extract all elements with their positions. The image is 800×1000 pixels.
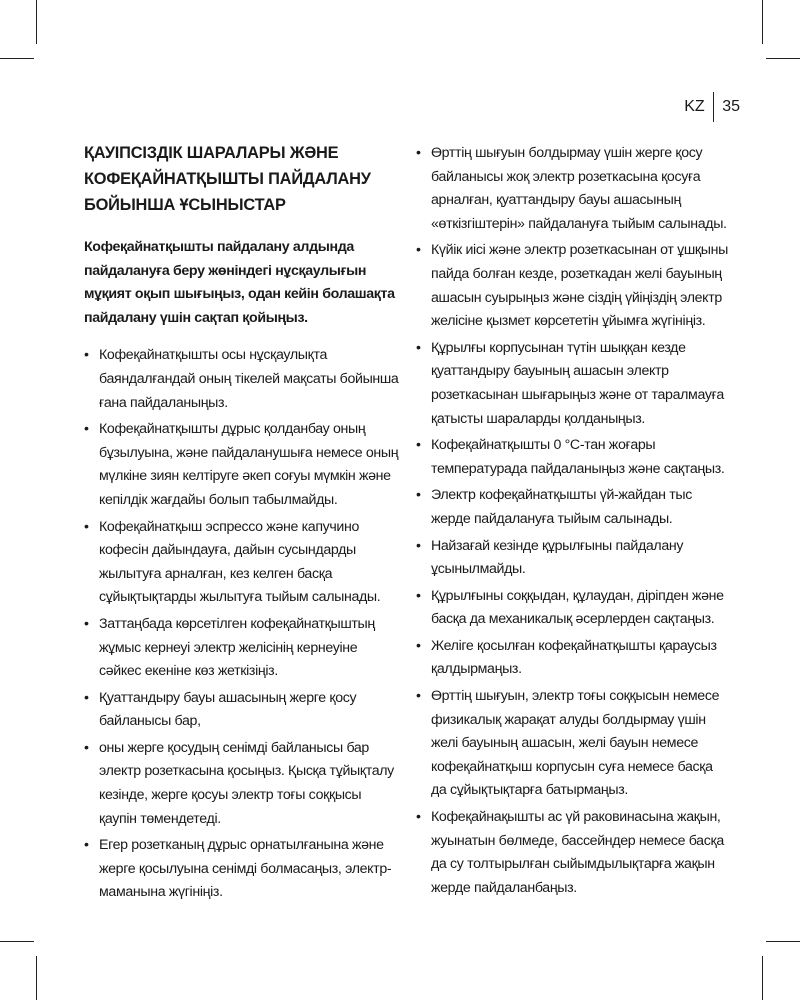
list-item-text: Өрттің шығуын болдырмау үшін жерге қосу байланысы жоқ электр розеткасына қосуға арналған, қуаттандыру бауы ашасының «өткізгіштерін» пайдалануға тыйым салынады. [431, 145, 727, 232]
bullet-icon: • [416, 809, 421, 826]
list-item-text: Желіге қосылған кофеқайнатқышты қараусыз қалдырмаңыз. [431, 637, 717, 678]
list-item [84, 613, 402, 684]
page-number: 35 [722, 98, 740, 115]
list-item-text: Кофеқайнақышты ас үй раковинасына жақын, жуынатын бөлмеде, бассейндер немесе басқа да су толтырылған сыйымдылықтарға жақын жерде пайдаланбаңыз. [431, 809, 724, 896]
list-item [84, 687, 402, 734]
header-divider [713, 92, 715, 122]
bullet-icon: • [84, 739, 89, 756]
list-item-text: Кофеқайнатқыш эспрессо және капучино кофесін дайындауға, дайын сусындарды жылытуға арналған, кез келген басқа сұйықтықтарды жылытуға тыйым салынады. [99, 518, 381, 606]
list-item-text: Қуаттандыру бауы ашасының жерге қосу байланысы бар, [99, 689, 357, 730]
list-item [416, 434, 730, 481]
crop-mark [36, 0, 37, 44]
bullet-icon: • [84, 689, 89, 706]
bullet-icon: • [416, 437, 421, 454]
crop-mark [0, 58, 34, 59]
bullet-icon: • [416, 487, 421, 504]
list-item [416, 635, 730, 682]
bullet-icon: • [84, 421, 89, 438]
list-item [84, 516, 402, 610]
bullet-icon: • [416, 637, 421, 654]
right-column [416, 142, 730, 903]
list-item-text: оны жерге қосудың сенімді байланысы бар электр розеткасына қосыңыз. Қысқа тұйықталу кезінде, жерге қосуы электр тоғы соққысы қаупін төмендетеді. [99, 739, 394, 827]
crop-mark [762, 0, 763, 44]
list-item-text: Құрылғы корпусынан түтін шыққан кезде қуаттандыру бауының ашасын электр розеткасынан шығарыңыз және от таралмауға қатысты шараларды қолданыңыз. [431, 339, 724, 427]
left-column [84, 140, 402, 908]
list-item [84, 737, 402, 831]
list-item [416, 142, 730, 236]
language-code: KZ [684, 98, 705, 115]
page-header [684, 92, 740, 122]
crop-mark [0, 941, 34, 942]
section-title: ҚАУІПСІЗДІК ШАРАЛАРЫ ЖӘНЕ КОФЕҚАЙНАТҚЫШТЫ ПАЙДАЛАНУ БОЙЫНША ҰСЫНЫСТАР [84, 144, 371, 214]
list-item-text: Кофеқайнатқышты осы нұсқаулықта баяндалғандай оның тікелей мақсаты бойынша ғана пайдаланыңыз. [99, 347, 399, 411]
list-item-text: Өрттің шығуын, электр тоғы соққысын немесе физикалық жарақат алуды болдырмау үшін желі бауының ашасын, желі бауын немесе кофеқайнатқыш корпусын суға немесе басқа да сұйықтықтарға батырмаңыз. [431, 688, 720, 799]
list-item-text: Күйік иісі және электр розеткасынан от ұшқыны пайда болған кезде, розеткадан желі бауының ашасын суырыңыз және сіздің үйіңіздің электр желісіне қызмет көрсететін ұйымға жүгініңіз. [431, 242, 728, 330]
list-item-text: Заттаңбада көрсетілген кофеқайнатқыштың жұмыс кернеуі электр желісінің кернеуіне сәйкес екеніне көз жеткізіңіз. [99, 615, 375, 680]
bullet-icon: • [416, 339, 421, 356]
list-item-text: Найзағай кезінде құрылғыны пайдалану ұсынылмайды. [431, 537, 684, 578]
right-bullet-list [416, 142, 730, 900]
list-item [84, 344, 402, 415]
list-item [416, 535, 730, 582]
crop-mark [766, 58, 800, 59]
list-item [84, 418, 402, 512]
list-item [84, 834, 402, 905]
bullet-icon: • [416, 688, 421, 705]
list-item [416, 239, 730, 333]
lead-paragraph: Кофеқайнатқышты пайдалану алдында пайдалануға беру жөніндегі нұсқаулығын мұқият оқып шығыңыз, одан кейін болашақта пайдалану үшін сақтап қойыңыз. [84, 239, 395, 326]
crop-mark [36, 956, 37, 1000]
list-item-text: Кофеқайнатқышты дұрыс қолданбау оның бұзылуына, және пайдаланушыға немесе оның мүлкіне зиян келтіруге әкеп соғуы мүмкін және кепілдік жағдайы болып табылмайды. [99, 421, 399, 508]
bullet-icon: • [416, 537, 421, 554]
bullet-icon: • [84, 615, 89, 632]
crop-mark [762, 956, 763, 1000]
list-item [416, 685, 730, 803]
list-item [416, 484, 730, 531]
left-bullet-list [84, 344, 402, 905]
bullet-icon: • [416, 145, 421, 161]
list-item [416, 337, 730, 431]
crop-mark [766, 941, 800, 942]
list-item-text: Кофеқайнатқышты 0 °C-тан жоғары температурада пайдаланыңыз және сақтаңыз. [431, 437, 725, 477]
bullet-icon: • [84, 518, 89, 535]
list-item-text: Электр кофеқайнатқышты үй-жайдан тыс жерде пайдалануға тыйым салынады. [431, 487, 692, 527]
bullet-icon: • [84, 837, 89, 854]
bullet-icon: • [416, 587, 421, 604]
list-item [416, 806, 730, 900]
list-item-text: Егер розетканың дұрыс орнатылғанына және жерге қосылуына сенімді болмасаңыз, электр-маманына жүгініңіз. [99, 837, 392, 901]
list-item-text: Құрылғыны соққыдан, құлаудан, діріпден және басқа да механикалық әсерлерден сақтаңыз. [431, 587, 724, 628]
bullet-icon: • [84, 347, 89, 364]
list-item [416, 585, 730, 632]
bullet-icon: • [416, 242, 421, 259]
